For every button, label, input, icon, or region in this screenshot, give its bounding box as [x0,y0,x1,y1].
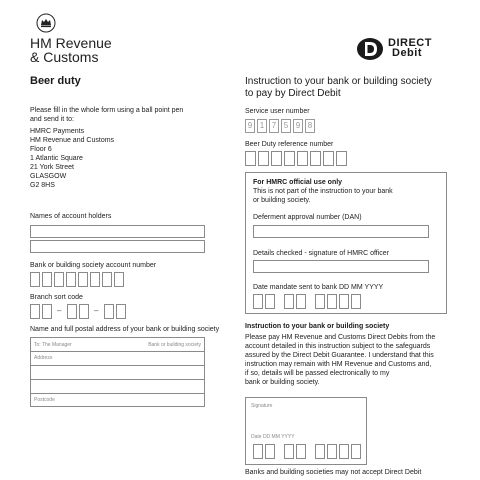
instruction-text-line4: instruction may remain with HM Revenue and Customs and, [245,361,432,368]
reference-digit[interactable] [271,151,282,166]
reference-digit[interactable] [310,151,321,166]
account-holder-field-1[interactable] [30,225,205,238]
sort-code-separator: – [94,306,99,315]
postcode-label: Postcode [34,397,55,403]
mandate-date-label: Date mandate sent to bank DD MM YYYY [253,284,384,291]
account-number-label: Bank or building society account number [30,262,157,269]
address-line-2: HM Revenue and Customs [30,137,115,144]
signature-label: Signature [251,403,273,409]
mandate-date-digit[interactable] [327,294,337,309]
mandate-date-digit[interactable] [296,294,306,309]
service-user-digit: 9 [293,119,303,133]
instruction-text-line5: if so, details will be passed electronically to my [245,370,390,377]
mandate-date-digit[interactable] [315,294,325,309]
bank-name-label: Bank or building society [148,342,201,348]
service-user-digit: 5 [281,119,291,133]
account-number-digit[interactable] [42,272,52,287]
bank-address-block [30,337,205,407]
dan-label: Deferment approval number (DAN) [253,214,362,221]
service-user-digit: 7 [269,119,279,133]
sort-code-separator: – [57,306,62,315]
account-number-digit[interactable] [54,272,64,287]
sort-code-digit[interactable] [42,304,52,319]
signature-panel [245,397,367,465]
signature-date-digit[interactable] [265,444,275,459]
instruction-text-line3: assured by the Direct Debit Guarantee. I understand that this [245,352,434,359]
service-user-digit: 8 [305,119,315,133]
reference-digit[interactable] [258,151,269,166]
to-manager-label: To: The Manager [34,342,72,348]
officer-signature-field[interactable] [253,260,429,273]
address-field-label: Address [34,355,53,361]
official-use-title: For HMRC official use only [253,179,343,186]
direct-debit-logo-icon [356,36,386,62]
account-number-digit[interactable] [30,272,40,287]
address-line-3: Floor 6 [30,146,52,153]
signature-date-digit[interactable] [296,444,306,459]
signature-date-digit[interactable] [315,444,325,459]
mandate-date-digit[interactable] [284,294,294,309]
address-line-6: GLASGOW [30,173,67,180]
intro-line1: Please fill in the whole form using a ball point pen [30,107,184,114]
account-number-digit[interactable] [78,272,88,287]
intro-line2: and send it to: [30,116,74,123]
sort-code-digit[interactable] [116,304,126,319]
address-line-7: G2 8HS [30,182,55,189]
account-number-digit[interactable] [90,272,100,287]
signature-date-digit[interactable] [253,444,263,459]
direct-debit-logo [356,36,452,62]
mandate-date-digit[interactable] [253,294,263,309]
signature-field[interactable] [251,411,361,429]
details-checked-label: Details checked - signature of HMRC officer [253,250,390,257]
hmrc-crest-icon [36,13,56,33]
org-name-line1: HM Revenue [30,35,112,51]
reference-number-label: Beer Duty reference number [245,141,334,148]
account-number-digit[interactable] [66,272,76,287]
account-holder-field-2[interactable] [30,240,205,253]
mandate-date-digit[interactable] [351,294,361,309]
official-use-line2: or building society. [253,197,311,204]
hmrc-official-use-panel [245,172,447,314]
signature-date-digit[interactable] [351,444,361,459]
instruction-text-line2: account detailed in this instruction subject to the safeguards [245,343,431,350]
account-number-digit[interactable] [102,272,112,287]
address-line-4: 1 Atlantic Square [30,155,83,162]
mandate-date-digit[interactable] [339,294,349,309]
reference-digit[interactable] [297,151,308,166]
signature-date-digit[interactable] [339,444,349,459]
instruction-text-line6: bank or building society. [245,379,320,386]
sort-code-label: Branch sort code [30,294,83,301]
address-line-5: 21 York Street [30,164,74,171]
bank-instruction-title: Instruction to your bank or building society [245,323,390,330]
reference-digit[interactable] [323,151,334,166]
signature-date-label: Date DD MM YYYY [251,434,295,440]
reference-digit[interactable] [245,151,256,166]
service-user-digit: 1 [257,119,267,133]
sort-code-digit[interactable] [30,304,40,319]
service-user-number-label: Service user number [245,108,310,115]
sort-code-digit[interactable] [67,304,77,319]
sort-code-digit[interactable] [79,304,89,319]
dd-logo-word1: DIRECT [388,37,432,49]
dan-field[interactable] [253,225,429,238]
service-user-digit: 9 [245,119,255,133]
sort-code-digit[interactable] [104,304,114,319]
instruction-text-line1: Please pay HM Revenue and Customs Direct Debits from the [245,334,436,341]
official-use-line1: This is not part of the instruction to your bank [253,188,393,195]
signature-date-digit[interactable] [327,444,337,459]
account-holders-label: Names of account holders [30,213,112,220]
reference-digit[interactable] [336,151,347,166]
reference-digit[interactable] [284,151,295,166]
mandate-date-digit[interactable] [265,294,275,309]
signature-date-digit[interactable] [284,444,294,459]
footer-note: Banks and building societies may not accept Direct Debit [245,469,422,476]
postal-address-label: Name and full postal address of your bank or building society [30,326,220,333]
org-name-line2: & Customs [30,49,99,65]
dd-logo-word2: Debit [392,47,422,59]
form-title: Beer duty [30,75,81,87]
account-number-digit[interactable] [114,272,124,287]
instruction-title-line1: Instruction to your bank or building society [245,76,432,87]
instruction-title-line2: to pay by Direct Debit [245,88,341,99]
address-line-1: HMRC Payments [30,128,85,135]
